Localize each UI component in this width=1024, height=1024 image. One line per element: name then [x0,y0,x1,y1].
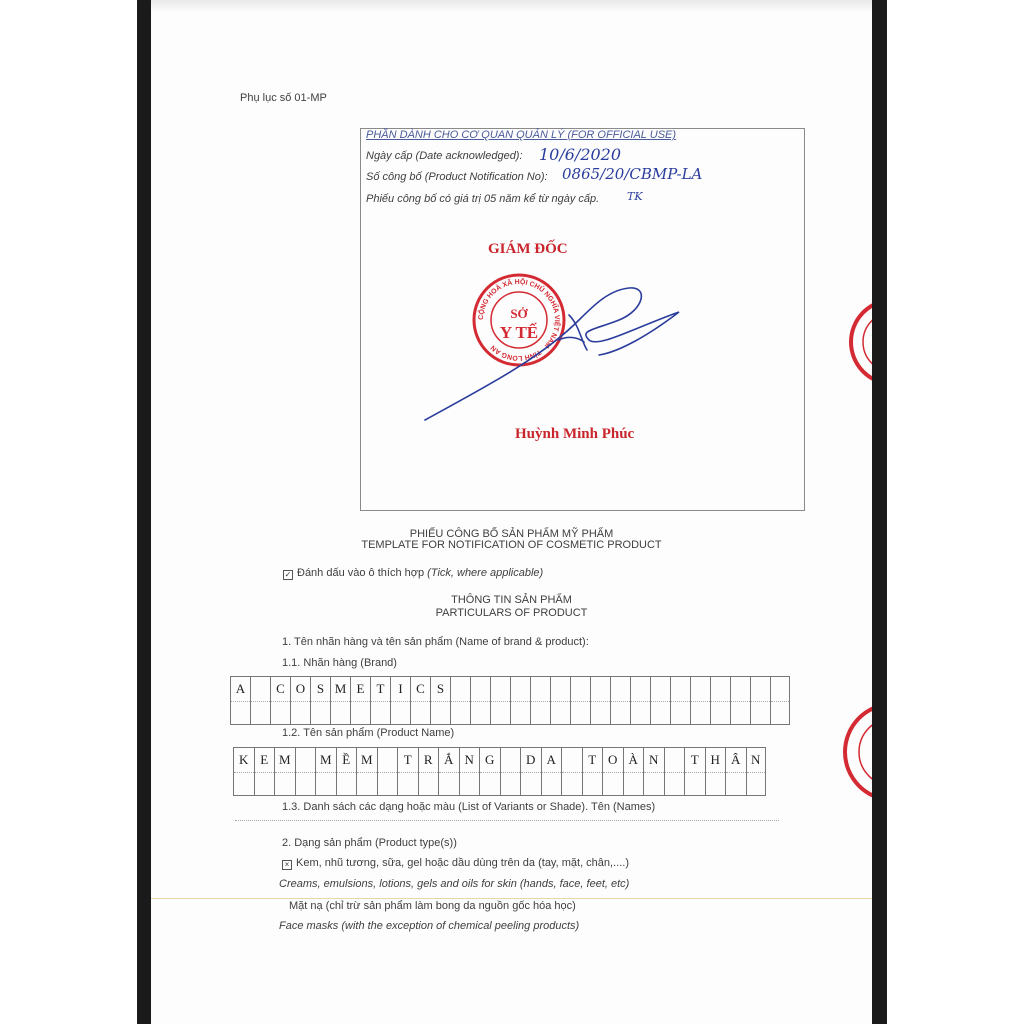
grid-character: T [588,752,597,767]
grid-cell [438,747,459,796]
checked-box-icon: × [282,860,292,870]
grid-cell [490,676,510,725]
grid-character: N [751,752,761,767]
appendix-label: Phụ lục số 01-MP [240,92,327,104]
grid-cell [643,747,664,796]
grid-character: Â [731,752,741,767]
document-page [151,0,872,1024]
viewer-frame-right [872,0,887,1024]
grid-cell [590,676,610,725]
grid-character: G [485,752,495,767]
grid-cell [295,747,316,796]
grid-character: M [319,752,332,767]
grid-cell [350,676,370,725]
grid-cell [230,676,250,725]
grid-character: D [526,752,536,767]
signer-name: Huỳnh Minh Phúc [515,426,635,442]
page-top-shadow [151,0,872,12]
grid-cell [500,747,521,796]
grid-cell [233,747,254,796]
grid-cell [664,747,685,796]
grid-character: O [295,681,306,696]
grid-cell [397,747,418,796]
grid-cell [418,747,439,796]
grid-character: R [423,752,433,767]
stamp-line2: Y TẾ [499,323,539,342]
grid-character: H [710,752,720,767]
form-title-vi: PHIẾU CÔNG BỐ SẢN PHẨM MỸ PHẨM [409,528,614,540]
type-cream-vi-text: Kem, nhũ tương, sữa, gel hoặc dầu dùng trên da (tay, mặt, chân,....) [296,857,629,869]
grid-character: M [278,752,291,767]
grid-cell [315,747,336,796]
grid-cell [770,676,790,725]
grid-cell [550,676,570,725]
grid-cell [570,676,590,725]
validity-initials: TK [627,190,643,203]
type-mask-vi: Mặt nạ (chỉ trừ sản phẩm làm bong da nguồn gốc hóa học) [289,900,576,912]
grid-character: E [260,752,269,767]
grid-cell [670,676,690,725]
grid-cell [377,747,398,796]
tick-note-vi: Đánh dấu vào ô thích hợp [297,567,425,579]
type-mask-en: Face masks (with the exception of chemical peeling products) [279,920,580,932]
item-1-label: 1. Tên nhãn hàng và tên sản phẩm (Name of brand & product): [282,636,589,648]
grid-cell [390,676,410,725]
grid-cell [650,676,670,725]
grid-cell [541,747,562,796]
grid-cell [356,747,377,796]
grid-cell [459,747,480,796]
grid-character: N [649,752,659,767]
grid-cell [370,676,390,725]
grid-character: T [376,681,385,696]
grid-character: C [276,681,285,696]
grid-cell [582,747,603,796]
fold-line [151,898,872,899]
ticked-checkbox-icon: ✓ [284,570,292,579]
viewer-frame-left [137,0,151,1024]
grid-character: S [436,681,445,696]
grid-character: S [316,681,325,696]
grid-character: C [416,681,425,696]
stamp-ring-text: CỘNG HOÀ XÃ HỘI CHỦ NGHĨA VIỆT NAM · TỈNH LONG AN [477,278,561,362]
grid-cell [450,676,470,725]
edge-stamp-top [847,296,872,388]
item-2-label: 2. Dạng sản phẩm (Product type(s)) [282,837,457,849]
notification-number-label: Số công bố (Product Notification No): [366,171,548,183]
grid-character: Ắ [444,752,454,767]
date-value: 10/6/2020 [539,145,622,164]
form-title-en: TEMPLATE FOR NOTIFICATION OF COSMETIC PRODUCT [361,539,662,551]
grid-character: M [334,681,347,696]
grid-character: T [403,752,412,767]
grid-character: O [608,752,618,767]
grid-character: Ề [342,752,351,767]
grid-cell [690,676,710,725]
grid-cell [725,747,746,796]
grid-character: T [690,752,699,767]
grid-cell [290,676,310,725]
grid-character: E [356,681,365,696]
date-label: Ngày cấp (Date acknowledged): [366,150,523,162]
official-heading: PHẦN DÀNH CHO CƠ QUAN QUẢN LÝ (FOR OFFICIAL USE) [366,129,677,141]
grid-cell [530,676,550,725]
tick-note-en: (Tick, where applicable) [427,567,544,579]
type-cream-en: Creams, emulsions, lotions, gels and oils for skin (hands, face, feet, etc) [279,878,630,890]
product-name-character-grid [233,747,766,796]
grid-cell [254,747,275,796]
brand-character-grid [230,676,790,725]
grid-character: M [360,752,373,767]
grid-cell [274,747,295,796]
grid-cell [330,676,350,725]
grid-cell [310,676,330,725]
grid-cell [623,747,644,796]
dotted-line-1 [235,820,779,821]
grid-cell [470,676,490,725]
grid-cell [336,747,357,796]
grid-character: N [464,752,474,767]
handwritten-signature [419,280,719,430]
grid-cell [430,676,450,725]
signer-title: GIÁM ĐỐC [488,241,568,257]
grid-cell [610,676,630,725]
grid-cell [730,676,750,725]
grid-character: A [546,752,556,767]
particulars-title-en: PARTICULARS OF PRODUCT [435,607,588,619]
grid-cell [561,747,582,796]
grid-cell [520,747,541,796]
validity-text: Phiếu công bố có giá trị 05 năm kể từ ngày cấp. [366,193,600,205]
notification-number-value: 0865/20/CBMP-LA [562,165,703,183]
item-1-2-label: 1.2. Tên sản phẩm (Product Name) [282,727,455,739]
grid-cell [510,676,530,725]
item-1-3-label: 1.3. Danh sách các dạng hoặc màu (List of Variants or Shade). Tên (Names) [282,801,656,813]
item-1-1-label: 1.1. Nhãn hàng (Brand) [282,657,397,669]
edge-stamp-bottom [841,700,872,804]
stamp-line1: SỞ [510,306,528,321]
grid-character: I [398,681,403,696]
tick-note [283,567,543,580]
grid-cell [746,747,767,796]
grid-character: A [235,681,246,696]
grid-cell [250,676,270,725]
grid-cell [479,747,500,796]
grid-character: K [239,752,249,767]
grid-cell [750,676,770,725]
grid-cell [684,747,705,796]
grid-cell [630,676,650,725]
type-cream-vi [282,857,629,870]
grid-character: À [628,752,638,767]
grid-cell [710,676,730,725]
grid-cell [602,747,623,796]
particulars-title-vi: THÔNG TIN SẢN PHẨM [451,594,572,606]
grid-cell [410,676,430,725]
grid-cell [270,676,290,725]
grid-cell [705,747,726,796]
